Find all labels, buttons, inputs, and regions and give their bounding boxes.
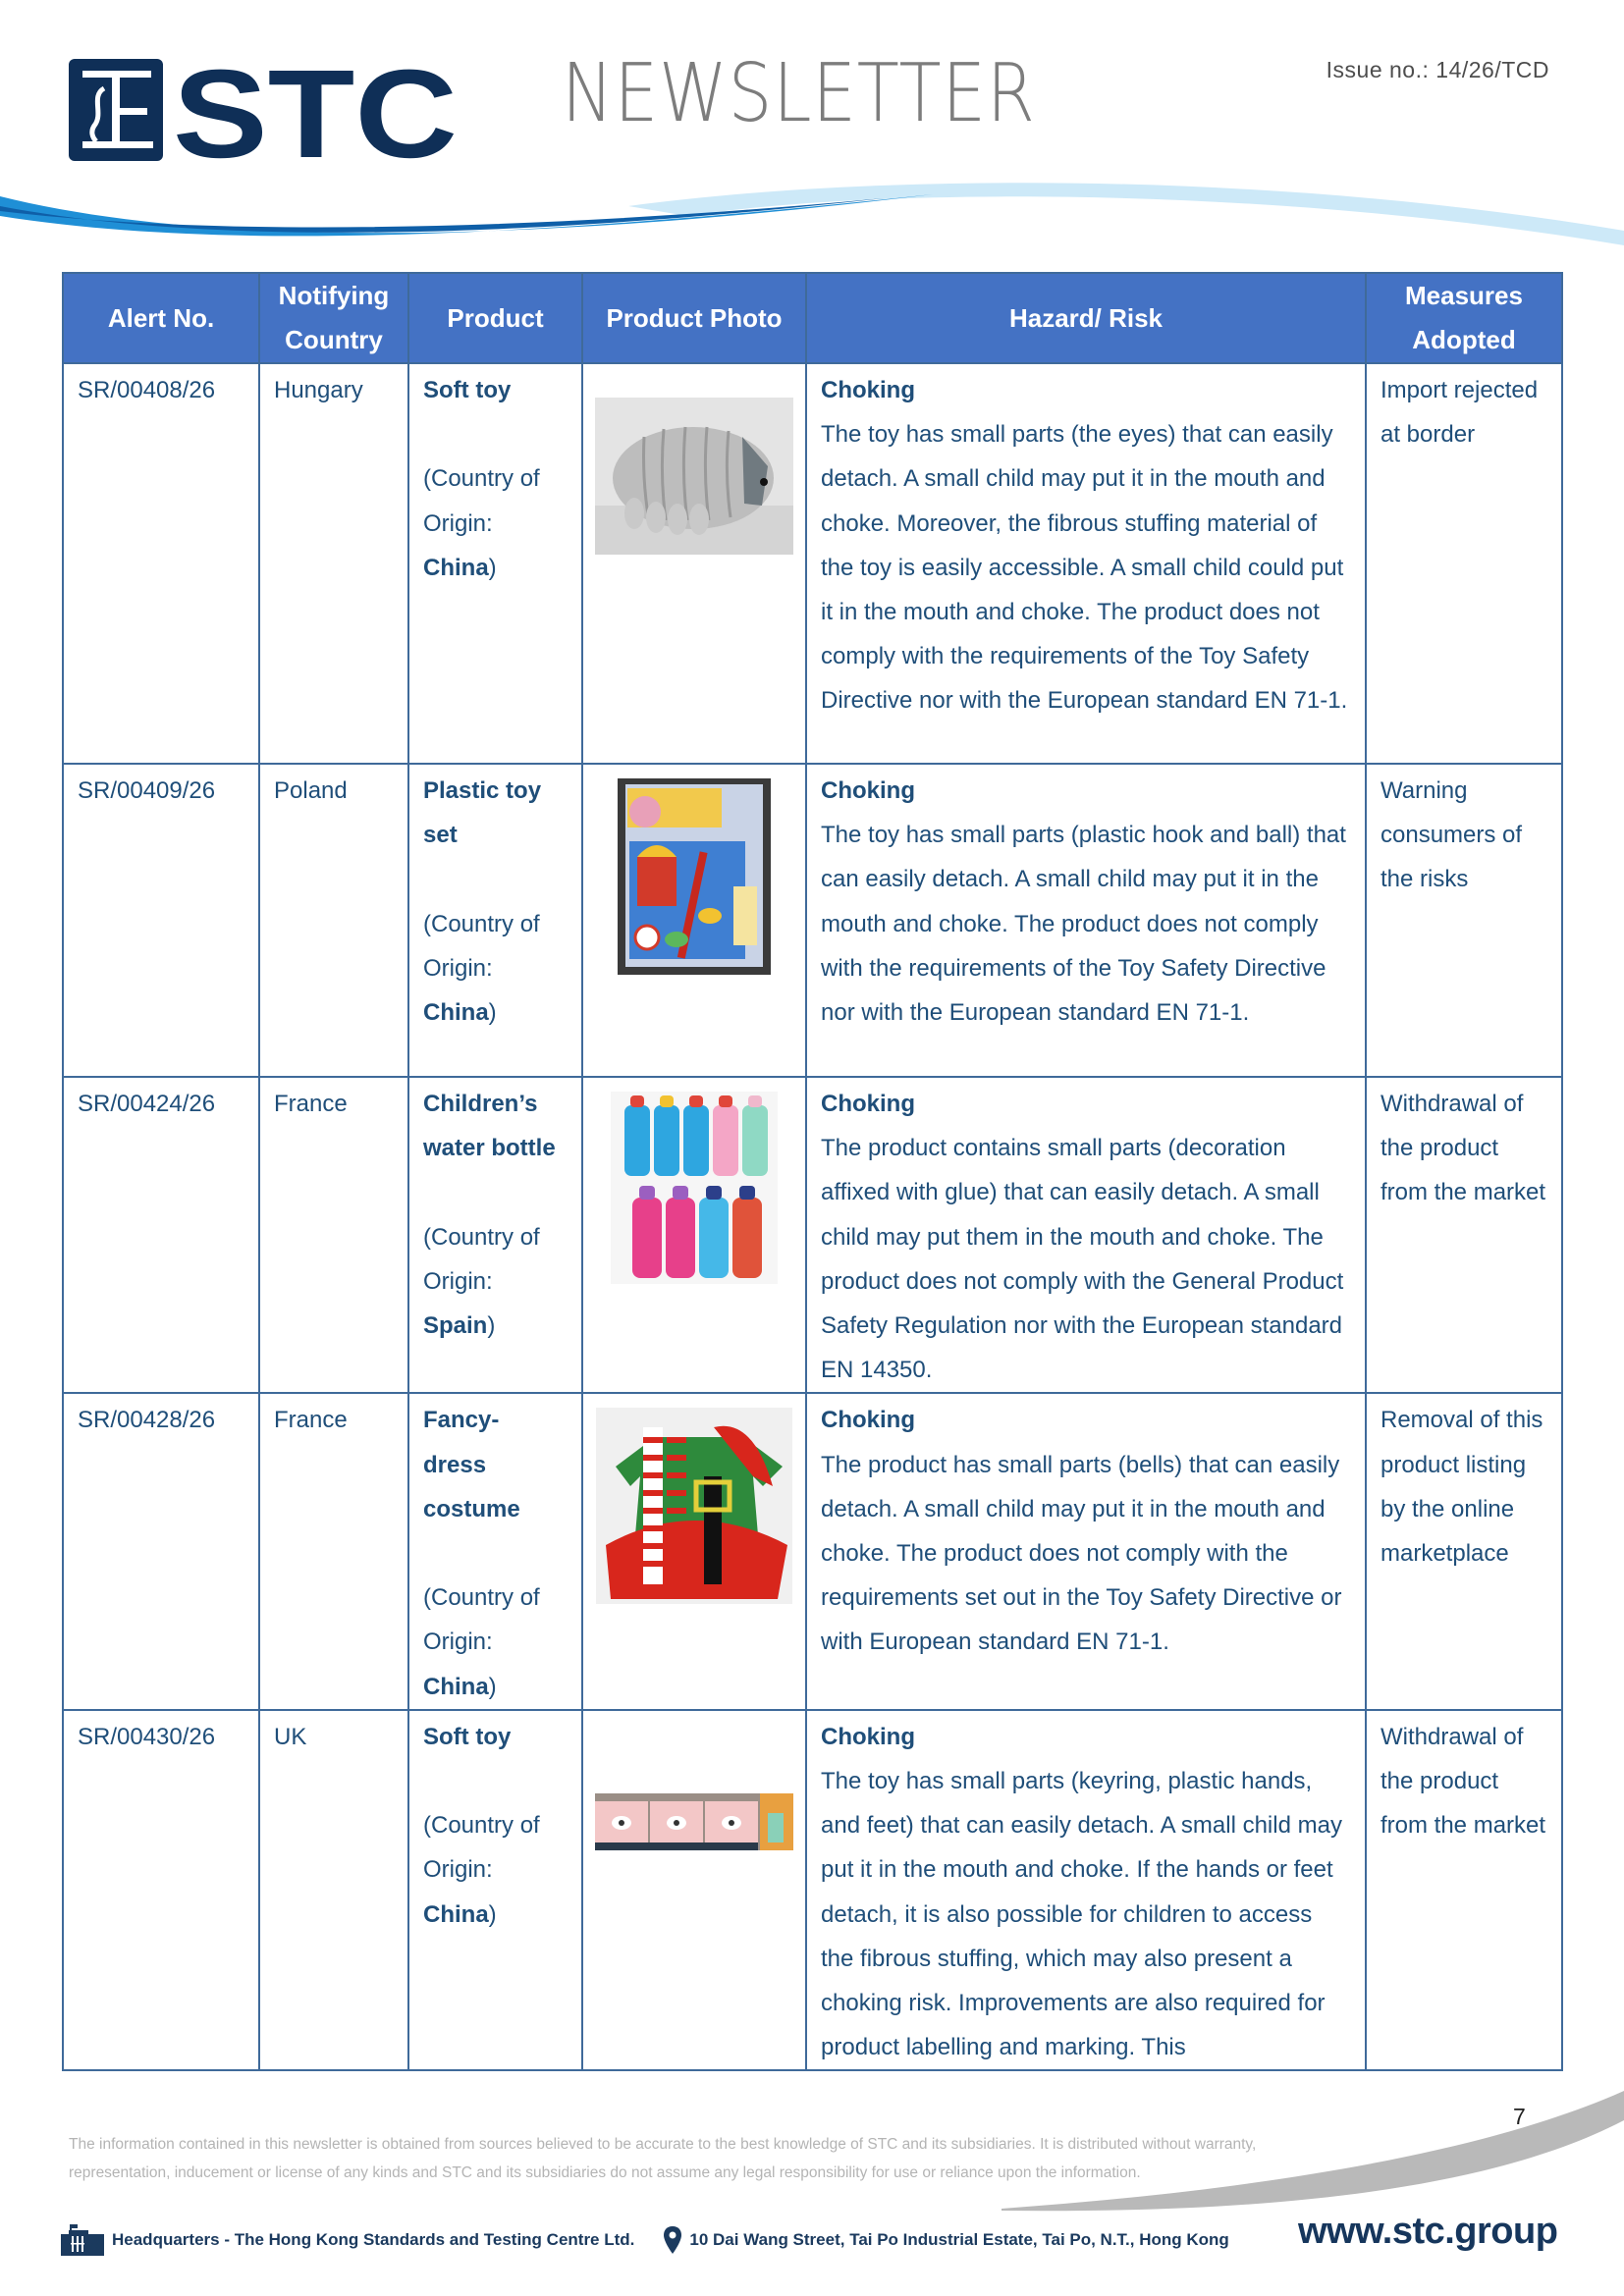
column-header-hazard-risk: Hazard/ Risk [806,273,1366,363]
product-name: Fancy-dress costume [423,1407,520,1522]
product-cell: Plastic toy set (Country of Origin: China) [408,764,582,1077]
country-of-origin: China [423,1673,489,1700]
hazard-description: The product has small parts (bells) that can easily detach. A small child may put it in the mouth and choke. The product does not comply with the requirements set out in the Toy Safety Directive or with European standard EN 71-1. [821,1451,1342,1656]
headquarters-address: 10 Dai Wang Street, Tai Po Industrial Estate, Tai Po, N.T., Hong Kong [689,2230,1229,2249]
notifying-country: France [259,1393,408,1709]
notifying-country: France [259,1077,408,1393]
hazard-cell [806,1077,1366,1393]
hazard-description: The toy has small parts (keyring, plastic hands, and feet) that can easily detach. A small child may put it in the mouth and choke. If the hands or feet detach, it is also possible for children to access the fibrous stuffing, which may also present a choking risk. Improvements are also required for product labelling and marking. This [821,1768,1342,2061]
hazard-cell [806,1393,1366,1709]
product-photo-soft-toy [595,398,793,555]
table-row [63,764,1562,1077]
hazard-cell [806,363,1366,764]
hazard-cell [806,764,1366,1077]
issue-number: Issue no.: 14/26/TCD [1326,57,1549,82]
headquarters-name: Headquarters - The Hong Kong Standards and Testing Centre Ltd. [112,2230,635,2249]
hazard-title: Choking [821,777,915,804]
hazard-description: The product contains small parts (decoration affixed with glue) that can easily detach. A small child may put them in the mouth and choke. The product does not comply with the General Product Safety Regulation nor with the European standard EN 14350. [821,1135,1344,1384]
table-row [63,1077,1562,1393]
notifying-country: Hungary [259,363,408,764]
location-pin-icon [664,2226,681,2254]
country-of-origin: China [423,554,489,581]
table-row [63,1393,1562,1709]
product-alerts-table [62,272,1563,2071]
building-icon [61,2224,104,2256]
table-row [63,363,1562,764]
product-cell: Fancy-dress costume (Country of Origin: China) [408,1393,582,1709]
ste-logo-mark-icon [69,59,163,161]
hazard-description: The toy has small parts (the eyes) that can easily detach. A small child may put it in the mouth and choke. Moreover, the fibrous stuffing material of the toy is easily accessible. A small child could put it in the mouth and choke. The product does not comply with the requirements of the Toy Safety Directive nor with the European standard EN 71-1. [821,421,1348,715]
alert-number: SR/00424/26 [63,1077,259,1393]
hazard-cell [806,1710,1366,2071]
alert-number: SR/00430/26 [63,1710,259,2071]
hazard-title: Choking [821,1723,915,1750]
country-of-origin: China [423,1900,489,1928]
measures-adopted: Withdrawal of the product from the market [1366,1710,1562,2071]
product-cell: Soft toy (Country of Origin: China) [408,1710,582,2071]
brand-text: STC [173,57,458,165]
product-photo-boxed-soft-toys [595,1793,793,1850]
product-cell: Children’s water bottle (Country of Origin: Spain) [408,1077,582,1393]
column-header-notifying-country: Notifying Country [259,273,408,363]
product-name: Soft toy [423,1723,512,1750]
notifying-country: Poland [259,764,408,1077]
website-link[interactable]: www.stc.group [1298,2211,1558,2252]
product-photo-water-bottles [611,1092,778,1284]
country-of-origin: China [423,999,489,1026]
column-header-alert-no: Alert No. [63,273,259,363]
product-name: Soft toy [423,377,512,403]
footer-contact [61,2220,1229,2260]
hazard-title: Choking [821,377,915,403]
alert-number: SR/00409/26 [63,764,259,1077]
measures-adopted: Import rejected at border [1366,363,1562,764]
product-name: Plastic toy set [423,777,542,849]
notifying-country: UK [259,1710,408,2071]
alert-number: SR/00408/26 [63,363,259,764]
product-cell: Soft toy (Country of Origin: China) [408,363,582,764]
column-header-product-photo: Product Photo [582,273,806,363]
hazard-description: The toy has small parts (plastic hook and ball) that can easily detach. A small child may put it in the mouth and choke. The product does not comply with the requirements of the Toy Safety Directive nor with the European standard EN 71-1. [821,822,1346,1027]
measures-adopted: Withdrawal of the product from the market [1366,1077,1562,1393]
header-swoosh [0,177,1624,255]
table-header-row [63,273,1562,363]
hazard-title: Choking [821,1091,915,1117]
product-photo-plastic-toy-set [618,778,771,975]
column-header-measures-adopted: Measures Adopted [1366,273,1562,363]
measures-adopted: Warning consumers of the risks [1366,764,1562,1077]
product-photo-costume [596,1408,792,1604]
newsletter-title: NEWSLETTER [562,47,1036,140]
table-row [63,1710,1562,2071]
stc-logo [67,57,460,165]
alert-number: SR/00428/26 [63,1393,259,1709]
hazard-title: Choking [821,1407,915,1434]
disclaimer: The information contained in this newsletter is obtained from sources believed to be accurate to the best knowledge of STC and its subsidiaries. It is distributed without warranty, representation, inducement or license of any kinds and STC and its subsidiaries do not assume any legal responsibility for use or reliance upon the information. [69,2136,1257,2181]
product-name: Children’s water bottle [423,1091,556,1162]
country-of-origin: Spain [423,1312,488,1339]
page-number: 7 [1513,2104,1526,2129]
measures-adopted: Removal of this product listing by the online marketplace [1366,1393,1562,1709]
column-header-product: Product [408,273,582,363]
